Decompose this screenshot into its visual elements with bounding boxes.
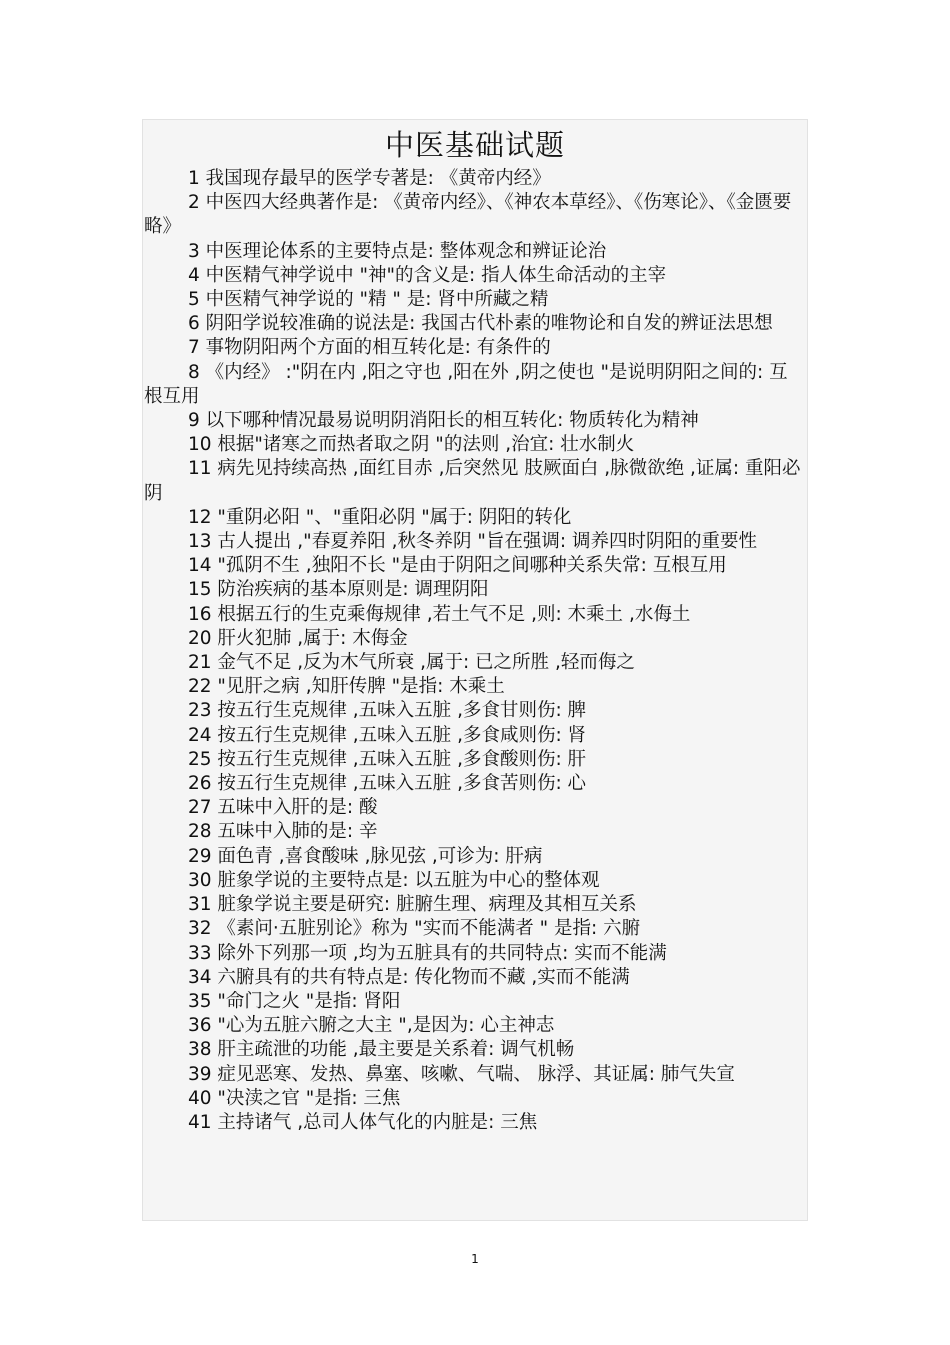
question-item: 10 根据"诸寒之而热者取之阴 "的法则 ,治宜: 壮水制火 — [188, 434, 635, 456]
page-number: 1 — [471, 1252, 479, 1266]
question-item: 26 按五行生克规律 ,五味入五脏 ,多食苦则伤: 心 — [188, 773, 587, 795]
question-item: 22 "见肝之病 ,知肝传脾 "是指: 木乘土 — [188, 676, 505, 698]
question-item: 3 中医理论体系的主要特点是: 整体观念和辨证论治 — [188, 240, 607, 262]
question-item: 15 防治疾病的基本原则是: 调理阴阳 — [188, 579, 489, 601]
question-item: 27 五味中入肝的是: 酸 — [188, 797, 378, 819]
question-item: 40 "决渎之官 "是指: 三焦 — [188, 1087, 401, 1109]
question-item: 1 我国现存最早的医学专著是: 《黄帝内经》 — [188, 168, 551, 189]
document-title: 中医基础试题 — [384, 128, 565, 162]
question-item: 38 肝主疏泄的功能 ,最主要是关系着: 调气机畅 — [188, 1039, 575, 1061]
question-item: 25 按五行生克规律 ,五味入五脏 ,多食酸则伤: 肝 — [188, 748, 587, 770]
question-item: 41 主持诸气 ,总司人体气化的内脏是: 三焦 — [188, 1111, 538, 1133]
question-item: 21 金气不足 ,反为木气所衰 ,属于: 已之所胜 ,轻而侮之 — [188, 652, 635, 674]
question-item: 39 症见恶寒、发热、鼻塞、咳嗽、气喘、 脉浮、其证属: 肺气失宣 — [188, 1063, 735, 1085]
question-item: 36 "心为五脏六腑之大主 ",是因为: 心主神志 — [188, 1015, 555, 1037]
question-item: 7 事物阴阳两个方面的相互转化是: 有条件的 — [188, 337, 551, 359]
question-item: 24 按五行生克规律 ,五味入五脏 ,多食咸则伤: 肾 — [188, 724, 587, 746]
question-item: 6 阴阳学说较准确的说法是: 我国古代朴素的唯物论和自发的辨证法思想 — [188, 313, 773, 335]
question-item: 8 《内经》 :"阴在内 ,阳之守也 ,阳在外 ,阴之使也 "是说明阴阳之间的: 互根互用 — [144, 361, 788, 407]
question-item: 32 《素问·五脏别论》称为 "实而不能满者 " 是指: 六腑 — [188, 918, 641, 940]
question-item: 2 中医四大经典著作是: 《黄帝内经》、《神农本草经》、《伤寒论》、《金匮要略》 — [144, 192, 792, 238]
question-item: 13 古人提出 ,"春夏养阳 ,秋冬养阴 "旨在强调: 调养四时阴阳的重要性 — [188, 531, 757, 553]
question-item: 11 病先见持续高热 ,面红目赤 ,后突然见 肢厥面白 ,脉微欲绝 ,证属: 重阳必阴 — [144, 458, 801, 504]
question-item: 4 中医精气神学说中 "神"的含义是: 指人体生命活动的主宰 — [188, 264, 667, 286]
question-item: 29 面色青 ,喜食酸味 ,脉见弦 ,可诊为: 肝病 — [188, 845, 543, 867]
question-item: 31 脏象学说主要是研究: 脏腑生理、病理及其相互关系 — [188, 894, 637, 916]
question-item: 5 中医精气神学说的 "精 " 是: 肾中所藏之精 — [188, 289, 549, 311]
question-list — [143, 167, 807, 1135]
question-item: 35 "命门之火 "是指: 肾阳 — [188, 990, 401, 1012]
question-item: 23 按五行生克规律 ,五味入五脏 ,多食甘则伤: 脾 — [188, 700, 587, 722]
document-page — [142, 119, 808, 1221]
question-item: 34 六腑具有的共有特点是: 传化物而不藏 ,实而不能满 — [188, 966, 630, 988]
question-item: 20 肝火犯肺 ,属于: 木侮金 — [188, 627, 408, 649]
question-item: 14 "孤阴不生 ,独阳不长 "是由于阴阳之间哪种关系失常: 互根互用 — [188, 555, 727, 577]
question-item: 16 根据五行的生克乘侮规律 ,若土气不足 ,则: 木乘土 ,水侮土 — [188, 603, 691, 625]
question-item: 9 以下哪种情况最易说明阴消阳长的相互转化: 物质转化为精神 — [188, 410, 699, 432]
question-item: 30 脏象学说的主要特点是: 以五脏为中心的整体观 — [188, 869, 600, 891]
question-item: 12 "重阴必阳 "、"重阳必阴 "属于: 阴阳的转化 — [188, 506, 572, 528]
question-item: 33 除外下列那一项 ,均为五脏具有的共同特点: 实而不能满 — [188, 942, 667, 964]
question-item: 28 五味中入肺的是: 辛 — [188, 821, 378, 843]
